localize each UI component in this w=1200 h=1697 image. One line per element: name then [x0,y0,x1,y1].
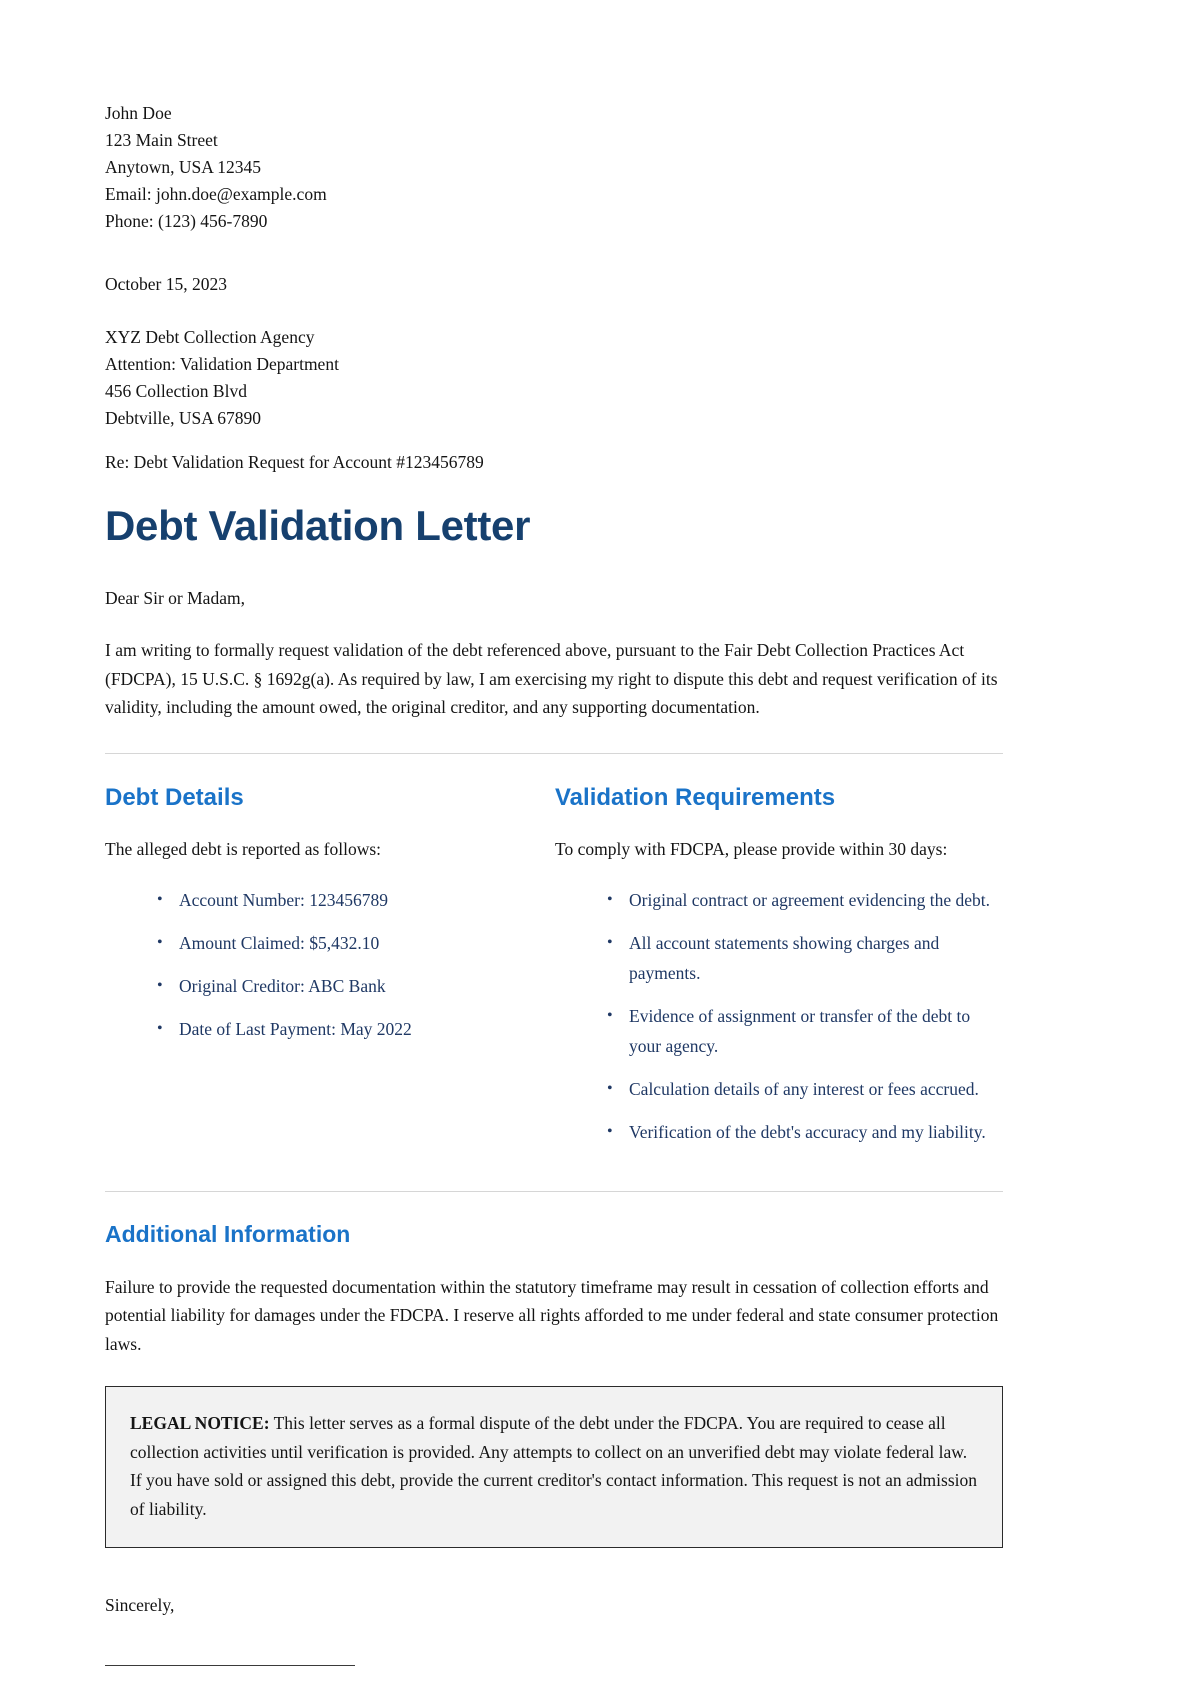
legal-notice-label: LEGAL NOTICE: [130,1413,270,1434]
intro-paragraph: I am writing to formally request validation of the debt referenced above, pursuant to the Fair Debt Collection Practices Act (FDCPA), 15 U.S.C. § 1692g(a). As required by law, I am exercising my right to dispute this debt and request verification of its validity, including the amount owed, the original creditor, and any supporting documentation. [105,640,998,718]
list-item: • All account statements showing charges and payments. [629,928,1003,988]
list-item: • Amount Claimed: $5,432.10 [179,928,554,958]
salutation: Dear Sir or Madam, [105,588,245,609]
debt-details-heading: Debt Details [105,783,244,811]
two-column-section [105,784,1003,1161]
legal-notice-box [105,1386,1003,1548]
sender-email: Email: john.doe@example.com [105,184,327,204]
validation-requirements-intro: To comply with FDCPA, please provide within 30 days: [555,839,948,860]
validation-requirements-list [555,885,1003,1147]
list-item: • Date of Last Payment: May 2022 [179,1014,554,1044]
additional-information-heading: Additional Information [105,1221,351,1248]
sender-phone: Phone: (123) 456-7890 [105,211,268,231]
additional-information-section [105,1221,1003,1358]
page-title: Debt Validation Letter [105,502,531,549]
list-item: • Account Number: 123456789 [179,885,554,915]
spacer [105,432,1003,449]
list-item: • Original Creditor: ABC Bank [179,971,554,1001]
spacer [105,235,1003,271]
section-divider-top [105,753,1003,754]
subject-line: Re: Debt Validation Request for Account #123456789 [105,452,484,472]
letter-date: October 15, 2023 [105,274,227,294]
spacer [105,298,1003,324]
list-item: • Original contract or agreement evidencing the debt. [629,885,1003,915]
section-divider-bottom [105,1191,1003,1192]
recipient-city-state-zip: Debtville, USA 67890 [105,408,262,428]
debt-details-column [105,784,554,1161]
validation-requirements-column [554,784,1003,1161]
validation-requirements-heading: Validation Requirements [555,783,836,811]
list-item: • Evidence of assignment or transfer of the debt to your agency. [629,1001,1003,1061]
list-item: • Verification of the debt's accuracy and my liability. [629,1117,1003,1147]
recipient-address-block [105,324,1003,432]
recipient-street: 456 Collection Blvd [105,381,247,401]
sender-street: 123 Main Street [105,130,218,150]
closing-salutation: Sincerely, [105,1595,175,1616]
signature-line [105,1665,355,1666]
list-item: • Calculation details of any interest or fees accrued. [629,1074,1003,1104]
additional-information-paragraph: Failure to provide the requested documentation within the statutory timeframe may result in cessation of collection efforts and potential liability for damages under the FDCPA. I reserve all rights afforded to me under federal and state consumer protection laws. [105,1276,999,1354]
debt-details-intro: The alleged debt is reported as follows: [105,839,382,860]
sender-city-state-zip: Anytown, USA 12345 [105,157,262,177]
recipient-agency: XYZ Debt Collection Agency [105,327,315,347]
legal-notice-text [130,1409,978,1523]
debt-details-list [105,885,554,1044]
sender-name: John Doe [105,103,172,123]
recipient-attention: Attention: Validation Department [105,354,339,374]
letter-content [105,100,1003,1666]
legal-notice-body: This letter serves as a formal dispute of the debt under the FDCPA. You are required to cease all collection activities until verification is provided. Any attempts to collect on an unverified debt may violate federal law. If you have sold or assigned this debt, provide the current creditor's contact information. This request is not an admission of liability. [130,1413,978,1519]
sender-address-block [105,100,1003,235]
